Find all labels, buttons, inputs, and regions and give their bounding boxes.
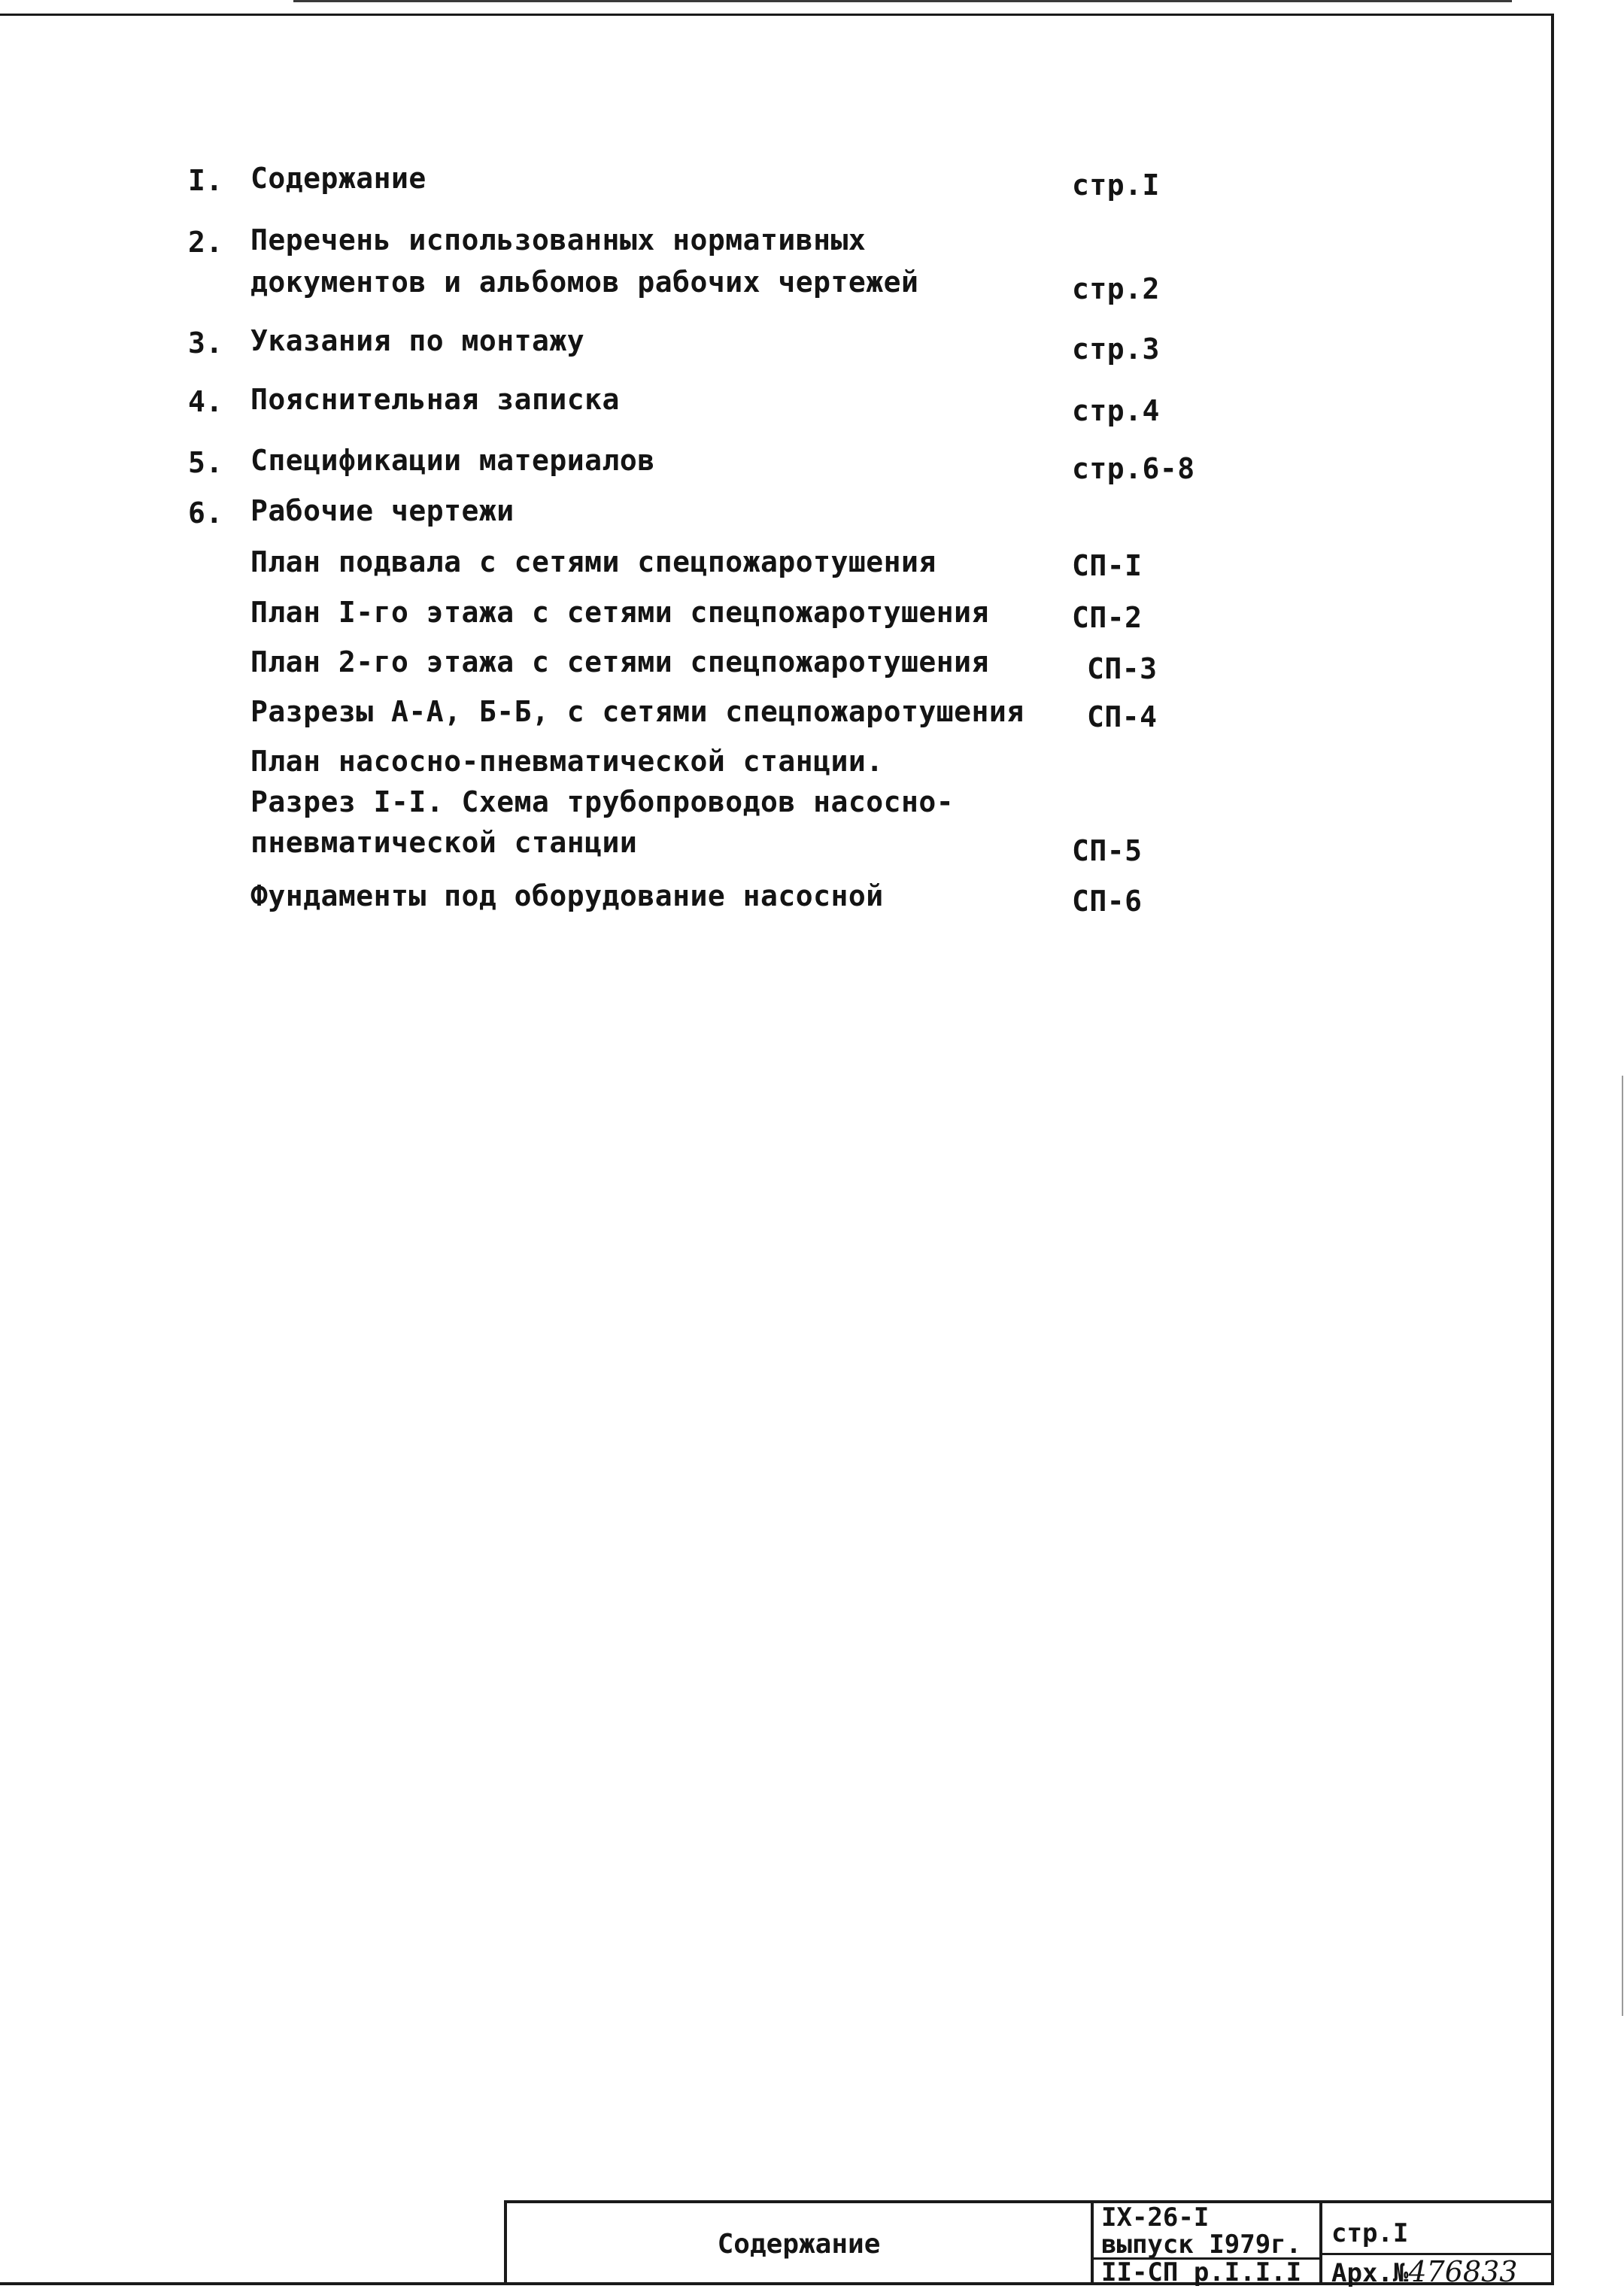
table-of-contents [0,0,1554,978]
title-block-code-series: IX-26-I [1101,2202,1210,2233]
toc-item-page: стр.3 [1072,332,1160,366]
toc-item-number: 4. [188,385,223,418]
toc-item-number: 6. [188,496,223,530]
toc-item-title: Фундаменты под оборудование насосной [250,879,884,912]
toc-item-number: 2. [188,226,223,259]
archive-label: Арх.№ [1331,2258,1409,2288]
title-block-code-section: II-СП р.I.I.I [1094,2257,1319,2285]
toc-item-page: стр.4 [1072,394,1160,427]
scan-edge-line [1622,1076,1623,2016]
toc-item-title: Перечень использованных нормативных [250,223,867,257]
toc-item-title: План подвала с сетями спецпожаротушения [250,545,936,578]
toc-item-page: стр.I [1072,168,1160,202]
title-block-name: Содержание [507,2203,1094,2285]
toc-item-page: стр.6-8 [1072,452,1195,485]
title-block-code-issue: выпуск I979г. [1101,2230,1302,2260]
toc-item-title: Указания по монтажу [250,324,585,357]
toc-item-title: План I-го этажа с сетями спецпожаротушения [250,596,989,629]
toc-item-title: Спецификации материалов [250,444,655,477]
toc-item-title: документов и альбомов рабочих чертежей [250,266,919,299]
toc-item-page: СП-5 [1072,834,1143,867]
title-block-meta [1322,2203,1554,2288]
toc-item-page: СП-4 [1087,700,1158,733]
toc-item-title: Разрез I-I. Схема трубопроводов насосно- [250,785,955,818]
title-block-code [1094,2203,1322,2285]
toc-item-title: Рабочие чертежи [250,494,515,527]
title-block [504,2200,1554,2288]
title-block-page: стр.I [1331,2218,1409,2248]
toc-item-number: I. [188,164,223,197]
toc-item-title: Разрезы А-А, Б-Б, с сетями спецпожаротушения [250,695,1024,728]
title-block-archive-number [1322,2253,1554,2288]
toc-item-number: 5. [188,446,223,479]
toc-item-title: План насосно-пневматической станции. [250,745,884,778]
toc-item-page: СП-6 [1072,885,1143,918]
toc-item-number: 3. [188,326,223,360]
toc-item-title: Пояснительная записка [250,383,620,416]
toc-item-page: СП-I [1072,549,1143,582]
archive-handwritten-number: 476833 [1408,2255,1518,2288]
toc-item-title: пневматической станции [250,826,638,859]
toc-item-title: Содержание [250,162,426,195]
toc-item-page: СП-3 [1087,652,1158,685]
toc-item-page: стр.2 [1072,272,1160,305]
toc-item-page: СП-2 [1072,601,1143,634]
toc-item-title: План 2-го этажа с сетями спецпожаротушения [250,645,989,678]
